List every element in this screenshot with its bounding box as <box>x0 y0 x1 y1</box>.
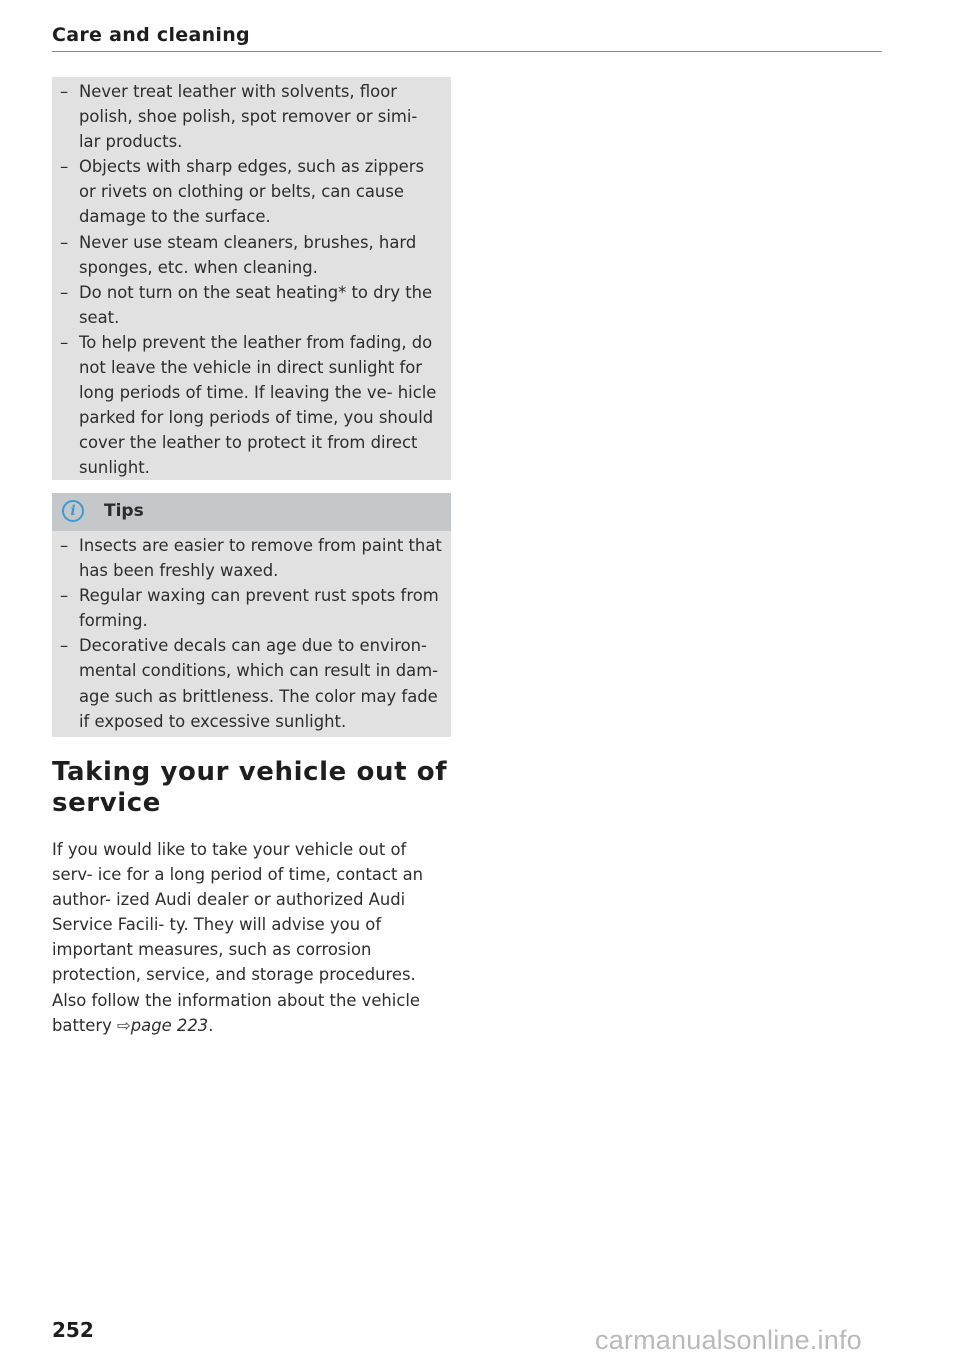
list-item: – Regular waxing can prevent rust spots from forming. <box>52 583 451 633</box>
header-divider <box>52 51 882 52</box>
tips-box <box>52 531 451 737</box>
watermark: carmanualsonline.info <box>595 1325 862 1355</box>
section-heading: Taking your vehicle out of service <box>52 757 448 818</box>
list-item: – Decorative decals can age due to environ- mental conditions, which can result in dam- age such as brittleness. The color may fade if exposed to excessive sunlight. <box>52 633 451 733</box>
tips-list <box>52 533 451 734</box>
list-item: – Never use steam cleaners, brushes, hard sponges, etc. when cleaning. <box>52 230 451 280</box>
body-text: If you would like to take your vehicle out of serv- ice for a long period of time, contact an author- ized Audi dealer or authorized Audi Service Facili- ty. They will advise you of important measures, such as corrosion protection, service, and storage procedures. Also follow the information about the vehicle battery <box>52 840 424 1035</box>
tips-header <box>52 493 451 531</box>
section-body <box>52 837 452 1038</box>
list-item: – Objects with sharp edges, such as zippers or rivets on clothing or belts, can cause damage to the surface. <box>52 154 451 229</box>
page-ref-arrow-icon: ⇨ <box>117 1015 131 1035</box>
list-item: – Do not turn on the seat heating* to dry the seat. <box>52 280 451 330</box>
list-item: – Never treat leather with solvents, floor polish, shoe polish, spot remover or simi- lar products. <box>52 79 451 154</box>
list-item: – To help prevent the leather from fading, do not leave the vehicle in direct sunlight for long periods of time. If leaving the ve- hicle parked for long periods of time, you should cover the leather to protect it from direct sunlight. <box>52 330 451 481</box>
page-reference-link[interactable]: page 223 <box>130 1015 209 1035</box>
leather-care-list <box>52 79 451 481</box>
info-icon: i <box>62 500 84 522</box>
leather-care-box <box>52 77 451 480</box>
sentence-end: . <box>208 1015 214 1035</box>
page-number: 252 <box>52 1318 94 1342</box>
list-item: – Insects are easier to remove from paint that has been freshly waxed. <box>52 533 451 583</box>
tips-label: Tips <box>104 501 144 521</box>
running-header: Care and cleaning <box>52 24 250 46</box>
